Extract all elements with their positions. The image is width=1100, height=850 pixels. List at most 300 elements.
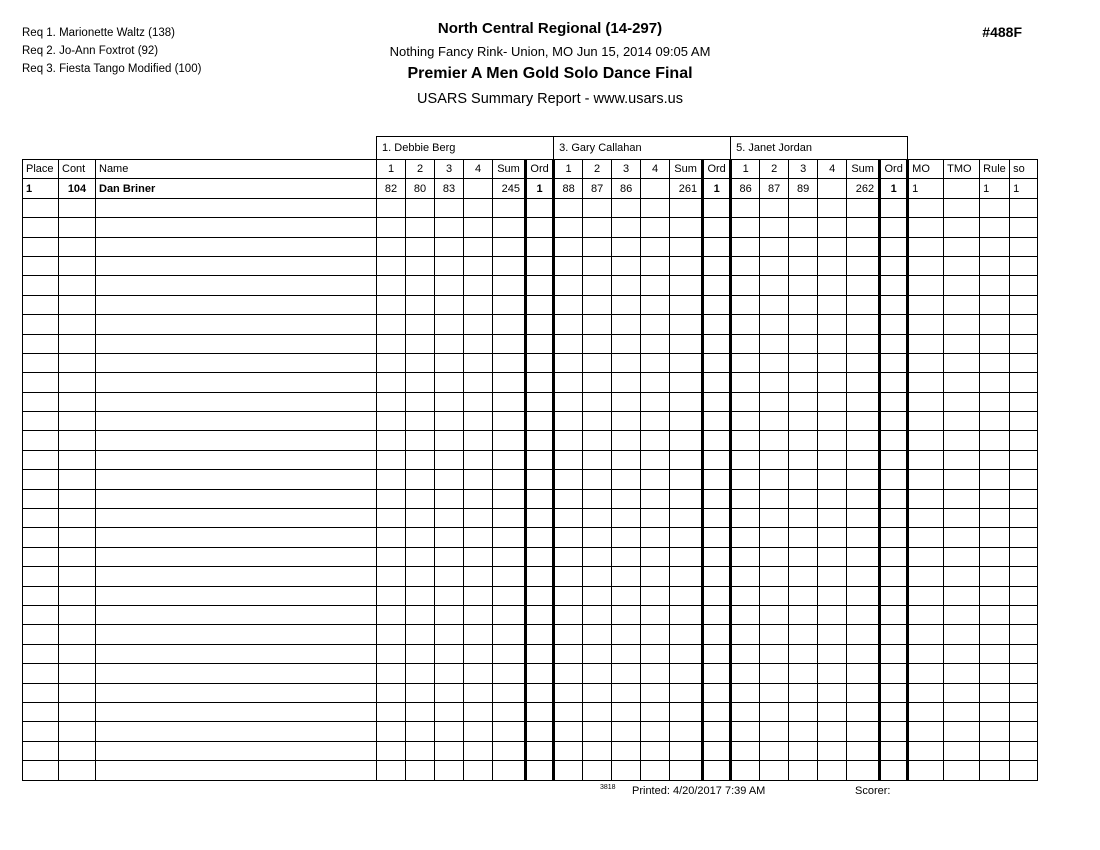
empty-cell: [703, 256, 731, 275]
scorer-label: Scorer:: [855, 785, 891, 797]
empty-cell: [96, 683, 377, 702]
empty-cell: [493, 567, 526, 586]
empty-cell: [641, 741, 670, 760]
empty-cell: [406, 702, 435, 721]
empty-cell: [406, 547, 435, 566]
empty-cell: [464, 450, 493, 469]
empty-cell: [23, 644, 59, 663]
empty-cell: [908, 237, 944, 256]
empty-cell: [23, 605, 59, 624]
empty-cell: [435, 392, 464, 411]
empty-cell: [612, 295, 641, 314]
empty-cell: [23, 431, 59, 450]
empty-cell: [96, 256, 377, 275]
empty-cell: [818, 528, 847, 547]
empty-cell: [847, 373, 880, 392]
empty-cell: [731, 470, 760, 489]
ordinal-cell: 1: [880, 179, 908, 198]
empty-cell: [703, 353, 731, 372]
empty-cell: [760, 470, 789, 489]
empty-cell: [493, 218, 526, 237]
empty-cell: [641, 237, 670, 256]
empty-cell: [944, 218, 980, 237]
empty-cell: [731, 567, 760, 586]
empty-cell: [96, 373, 377, 392]
empty-cell: [641, 256, 670, 275]
empty-cell: [944, 664, 980, 683]
empty-cell: [526, 547, 554, 566]
empty-cell: [96, 295, 377, 314]
empty-cell: [731, 741, 760, 760]
empty-cell: [908, 509, 944, 528]
empty-cell: [96, 353, 377, 372]
empty-cell: [908, 625, 944, 644]
empty-cell: [59, 761, 96, 780]
empty-cell: [583, 761, 612, 780]
empty-cell: [377, 276, 406, 295]
empty-cell: [944, 644, 980, 663]
empty-cell: [847, 295, 880, 314]
empty-cell: [435, 683, 464, 702]
empty-cell: [847, 664, 880, 683]
empty-cell: [554, 586, 583, 605]
empty-cell: [59, 450, 96, 469]
empty-cell: [493, 373, 526, 392]
empty-cell: [464, 334, 493, 353]
mark-cell: 88: [554, 179, 583, 198]
empty-cell: [908, 547, 944, 566]
empty-cell: [612, 644, 641, 663]
empty-cell: [880, 315, 908, 334]
empty-cell: [612, 664, 641, 683]
empty-cell: [612, 450, 641, 469]
empty-cell: [847, 276, 880, 295]
empty-cell: [464, 218, 493, 237]
empty-cell: [554, 509, 583, 528]
empty-cell: [526, 373, 554, 392]
empty-cell: [847, 450, 880, 469]
empty-row: [23, 373, 1038, 392]
empty-cell: [554, 664, 583, 683]
empty-cell: [493, 334, 526, 353]
empty-cell: [377, 586, 406, 605]
empty-cell: [583, 450, 612, 469]
empty-cell: [880, 237, 908, 256]
empty-cell: [703, 741, 731, 760]
empty-cell: [1010, 664, 1038, 683]
empty-cell: [731, 722, 760, 741]
empty-cell: [406, 741, 435, 760]
empty-cell: [23, 567, 59, 586]
mo-cell: 1: [908, 179, 944, 198]
empty-cell: [406, 276, 435, 295]
empty-row: [23, 567, 1038, 586]
empty-cell: [612, 528, 641, 547]
empty-cell: [435, 567, 464, 586]
empty-cell: [847, 412, 880, 431]
empty-cell: [880, 741, 908, 760]
report-type-line: USARS Summary Report - www.usars.us: [417, 91, 683, 107]
empty-cell: [703, 605, 731, 624]
empty-cell: [435, 276, 464, 295]
empty-cell: [670, 605, 703, 624]
empty-cell: [760, 353, 789, 372]
empty-cell: [1010, 450, 1038, 469]
empty-cell: [789, 373, 818, 392]
empty-cell: [641, 373, 670, 392]
empty-cell: [818, 625, 847, 644]
empty-cell: [526, 509, 554, 528]
empty-cell: [464, 509, 493, 528]
col-header-place: Place: [23, 160, 59, 179]
judge-header-row: [23, 137, 1038, 160]
col-header-mark: 2: [583, 160, 612, 179]
empty-cell: [377, 334, 406, 353]
empty-cell: [406, 256, 435, 275]
empty-row: [23, 218, 1038, 237]
empty-cell: [435, 373, 464, 392]
empty-cell: [980, 509, 1010, 528]
empty-cell: [377, 450, 406, 469]
empty-cell: [59, 373, 96, 392]
empty-cell: [908, 702, 944, 721]
empty-cell: [526, 450, 554, 469]
empty-cell: [96, 761, 377, 780]
empty-cell: [880, 373, 908, 392]
empty-cell: [377, 218, 406, 237]
empty-cell: [670, 625, 703, 644]
empty-cell: [908, 664, 944, 683]
empty-row: [23, 198, 1038, 217]
empty-cell: [703, 683, 731, 702]
col-header-ord: Ord: [703, 160, 731, 179]
empty-cell: [464, 664, 493, 683]
empty-cell: [464, 644, 493, 663]
empty-cell: [847, 509, 880, 528]
empty-cell: [96, 547, 377, 566]
empty-cell: [554, 489, 583, 508]
empty-cell: [908, 256, 944, 275]
empty-cell: [59, 315, 96, 334]
empty-cell: [493, 470, 526, 489]
empty-cell: [554, 276, 583, 295]
empty-cell: [406, 489, 435, 508]
empty-cell: [818, 315, 847, 334]
empty-cell: [435, 722, 464, 741]
empty-cell: [612, 722, 641, 741]
empty-cell: [464, 761, 493, 780]
empty-cell: [789, 722, 818, 741]
empty-cell: [908, 353, 944, 372]
empty-cell: [670, 761, 703, 780]
sum-cell: 245: [493, 179, 526, 198]
judge-name-header: 3. Gary Callahan: [554, 137, 731, 160]
empty-cell: [406, 392, 435, 411]
empty-cell: [464, 431, 493, 450]
empty-cell: [493, 450, 526, 469]
empty-cell: [944, 509, 980, 528]
result-row: [23, 179, 1038, 198]
empty-cell: [23, 509, 59, 528]
empty-row: [23, 509, 1038, 528]
empty-cell: [583, 605, 612, 624]
empty-cell: [435, 353, 464, 372]
empty-cell: [1010, 315, 1038, 334]
empty-cell: [760, 295, 789, 314]
empty-cell: [1010, 761, 1038, 780]
empty-cell: [760, 547, 789, 566]
empty-cell: [526, 528, 554, 547]
empty-cell: [377, 256, 406, 275]
empty-cell: [980, 450, 1010, 469]
empty-cell: [703, 722, 731, 741]
empty-cell: [818, 198, 847, 217]
empty-cell: [789, 412, 818, 431]
empty-cell: [641, 334, 670, 353]
col-header-rule: Rule: [980, 160, 1010, 179]
empty-cell: [612, 509, 641, 528]
empty-cell: [641, 567, 670, 586]
empty-cell: [641, 450, 670, 469]
empty-cell: [760, 256, 789, 275]
empty-cell: [59, 353, 96, 372]
empty-cell: [760, 237, 789, 256]
empty-cell: [789, 625, 818, 644]
empty-cell: [847, 315, 880, 334]
empty-cell: [670, 373, 703, 392]
requirement-line: Req 1. Marionette Waltz (138): [22, 27, 175, 39]
empty-cell: [908, 218, 944, 237]
empty-cell: [96, 567, 377, 586]
empty-cell: [641, 605, 670, 624]
empty-cell: [880, 334, 908, 353]
place-cell: 1: [23, 179, 59, 198]
empty-cell: [1010, 605, 1038, 624]
empty-cell: [641, 702, 670, 721]
empty-cell: [944, 702, 980, 721]
empty-cell: [703, 218, 731, 237]
empty-cell: [377, 644, 406, 663]
empty-cell: [1010, 547, 1038, 566]
empty-cell: [406, 567, 435, 586]
empty-cell: [554, 334, 583, 353]
empty-cell: [23, 761, 59, 780]
empty-cell: [818, 664, 847, 683]
empty-cell: [493, 605, 526, 624]
empty-cell: [789, 315, 818, 334]
empty-cell: [1010, 567, 1038, 586]
empty-cell: [612, 586, 641, 605]
empty-cell: [554, 392, 583, 411]
empty-cell: [847, 237, 880, 256]
empty-cell: [526, 295, 554, 314]
empty-cell: [526, 664, 554, 683]
empty-cell: [583, 276, 612, 295]
empty-cell: [670, 489, 703, 508]
empty-cell: [526, 489, 554, 508]
col-header-mark: 4: [641, 160, 670, 179]
empty-cell: [377, 237, 406, 256]
empty-cell: [760, 392, 789, 411]
empty-cell: [464, 625, 493, 644]
empty-cell: [406, 761, 435, 780]
empty-cell: [612, 470, 641, 489]
empty-cell: [670, 256, 703, 275]
empty-cell: [703, 761, 731, 780]
empty-cell: [670, 702, 703, 721]
empty-row: [23, 722, 1038, 741]
empty-cell: [59, 412, 96, 431]
empty-cell: [377, 412, 406, 431]
empty-cell: [818, 644, 847, 663]
empty-cell: [880, 567, 908, 586]
empty-cell: [526, 470, 554, 489]
empty-cell: [554, 528, 583, 547]
empty-cell: [908, 567, 944, 586]
empty-cell: [1010, 509, 1038, 528]
empty-cell: [23, 353, 59, 372]
empty-cell: [980, 353, 1010, 372]
empty-cell: [583, 644, 612, 663]
empty-cell: [980, 586, 1010, 605]
empty-cell: [760, 605, 789, 624]
col-header-mark: 2: [760, 160, 789, 179]
empty-cell: [583, 256, 612, 275]
empty-cell: [493, 412, 526, 431]
empty-cell: [641, 644, 670, 663]
empty-cell: [789, 353, 818, 372]
empty-cell: [703, 644, 731, 663]
empty-cell: [880, 605, 908, 624]
empty-cell: [731, 644, 760, 663]
empty-cell: [703, 702, 731, 721]
empty-cell: [23, 392, 59, 411]
empty-cell: [583, 237, 612, 256]
empty-row: [23, 295, 1038, 314]
empty-cell: [1010, 373, 1038, 392]
empty-cell: [670, 237, 703, 256]
empty-cell: [847, 431, 880, 450]
empty-cell: [789, 567, 818, 586]
empty-cell: [377, 509, 406, 528]
empty-cell: [670, 412, 703, 431]
empty-cell: [789, 702, 818, 721]
empty-cell: [526, 683, 554, 702]
empty-cell: [703, 509, 731, 528]
empty-cell: [980, 295, 1010, 314]
empty-cell: [59, 683, 96, 702]
empty-cell: [980, 218, 1010, 237]
empty-cell: [731, 586, 760, 605]
empty-cell: [96, 625, 377, 644]
empty-cell: [641, 528, 670, 547]
col-header-cont: Cont: [59, 160, 96, 179]
empty-cell: [641, 683, 670, 702]
empty-cell: [789, 509, 818, 528]
empty-cell: [847, 198, 880, 217]
empty-cell: [406, 295, 435, 314]
empty-cell: [980, 373, 1010, 392]
software-version: 3818: [600, 784, 616, 791]
empty-cell: [880, 489, 908, 508]
empty-cell: [703, 528, 731, 547]
empty-cell: [760, 625, 789, 644]
empty-cell: [493, 431, 526, 450]
empty-cell: [703, 470, 731, 489]
empty-cell: [464, 605, 493, 624]
empty-cell: [583, 218, 612, 237]
column-header-row: [23, 160, 1038, 179]
empty-cell: [641, 547, 670, 566]
empty-cell: [59, 664, 96, 683]
empty-cell: [789, 664, 818, 683]
empty-cell: [818, 586, 847, 605]
empty-cell: [880, 702, 908, 721]
empty-cell: [944, 528, 980, 547]
empty-cell: [526, 315, 554, 334]
empty-cell: [377, 605, 406, 624]
empty-cell: [377, 625, 406, 644]
empty-cell: [583, 567, 612, 586]
empty-cell: [670, 295, 703, 314]
empty-cell: [464, 315, 493, 334]
empty-cell: [641, 353, 670, 372]
empty-cell: [464, 702, 493, 721]
empty-cell: [818, 392, 847, 411]
empty-cell: [703, 431, 731, 450]
empty-cell: [526, 625, 554, 644]
empty-cell: [880, 683, 908, 702]
empty-cell: [435, 586, 464, 605]
empty-cell: [377, 664, 406, 683]
printed-timestamp: Printed: 4/20/2017 7:39 AM: [632, 785, 766, 797]
empty-cell: [406, 722, 435, 741]
empty-cell: [583, 295, 612, 314]
empty-cell: [526, 218, 554, 237]
empty-cell: [944, 256, 980, 275]
mark-cell: 80: [406, 179, 435, 198]
empty-cell: [612, 392, 641, 411]
empty-cell: [703, 412, 731, 431]
empty-cell: [59, 528, 96, 547]
empty-cell: [760, 644, 789, 663]
empty-cell: [641, 509, 670, 528]
empty-cell: [731, 353, 760, 372]
empty-cell: [980, 334, 1010, 353]
empty-cell: [406, 237, 435, 256]
col-header-sum: Sum: [670, 160, 703, 179]
empty-cell: [980, 198, 1010, 217]
col-header-mark: 1: [377, 160, 406, 179]
empty-cell: [880, 470, 908, 489]
empty-cell: [526, 198, 554, 217]
empty-cell: [406, 528, 435, 547]
empty-cell: [847, 741, 880, 760]
empty-cell: [880, 450, 908, 469]
empty-cell: [464, 528, 493, 547]
empty-cell: [583, 489, 612, 508]
empty-cell: [406, 509, 435, 528]
empty-cell: [1010, 198, 1038, 217]
empty-cell: [96, 198, 377, 217]
empty-cell: [980, 431, 1010, 450]
empty-cell: [944, 489, 980, 508]
empty-cell: [406, 683, 435, 702]
empty-row: [23, 392, 1038, 411]
empty-cell: [731, 431, 760, 450]
empty-cell: [406, 450, 435, 469]
empty-cell: [23, 315, 59, 334]
